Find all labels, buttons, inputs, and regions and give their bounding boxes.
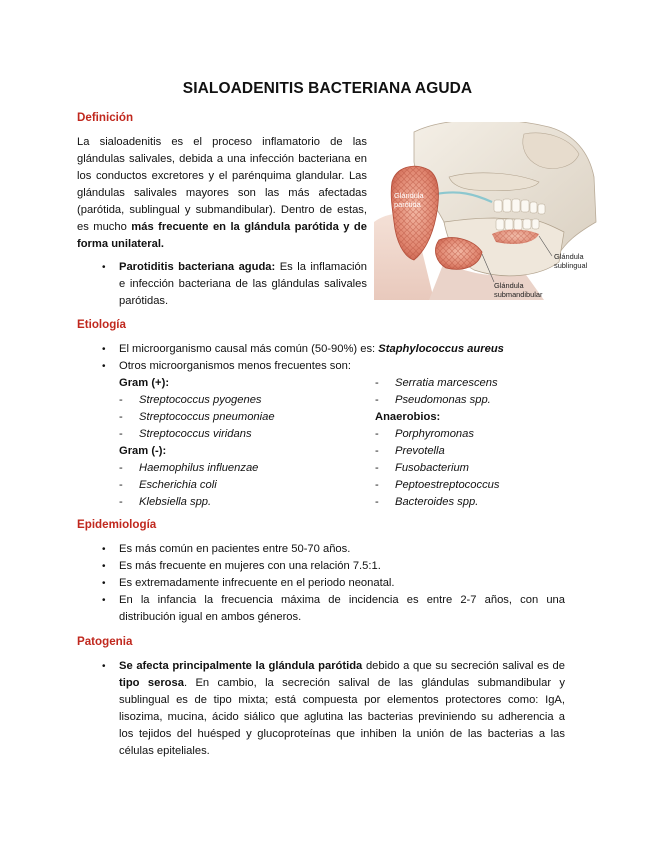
patogenia-line (119, 675, 565, 692)
bullet-symbol: • (102, 361, 106, 372)
definicion-line: La sialoadenitis es el proceso inflamatorio de las (77, 136, 367, 148)
patogenia-line (119, 658, 565, 675)
heading-etiologia: Etiología (77, 318, 126, 331)
bullet-symbol: • (102, 661, 106, 672)
organism-item: Serratia marcescens (395, 377, 498, 389)
label-line: parótida (394, 199, 421, 209)
organism-item: Klebsiella spp. (139, 496, 212, 508)
patogenia-bullet (119, 658, 565, 760)
label-glandula-submandibular (494, 282, 542, 299)
bullet-symbol: • (102, 595, 106, 606)
bullet-symbol: • (102, 544, 106, 555)
definicion-line (77, 219, 367, 236)
label-line: submandibular (494, 289, 543, 299)
bullet-symbol: • (102, 561, 106, 572)
dash: - (375, 479, 379, 491)
organism-item: Bacteroides spp. (395, 496, 479, 508)
label-glandula-sublingual (554, 253, 587, 270)
label-line: sublingual (554, 260, 588, 270)
patogenia-line: células epiteliales. (119, 745, 210, 757)
patogenia-text: . En cambio, la secreción salival de las glándulas submandibular y (183, 677, 566, 689)
patogenia-line: lisozima, mucina, ácido siálico que aglutina las bacterias previniendo su adherencia a (119, 711, 565, 723)
label-line: Glándula (394, 191, 424, 200)
dash: - (119, 496, 123, 508)
organism-item: Pseudomonas spp. (395, 394, 491, 406)
definicion-emphasis: más frecuente en la glándula parótida y de (131, 221, 367, 233)
dash: - (119, 462, 123, 474)
patogenia-emphasis: tipo serosa (119, 677, 184, 689)
organism-item: Prevotella (395, 445, 445, 457)
patogenia-emphasis: Se afecta principalmente la glándula parótida (119, 660, 363, 672)
organism-item: Streptococcus pyogenes (139, 394, 262, 406)
heading-definicion: Definición (77, 111, 134, 124)
bullet-symbol: • (102, 578, 106, 589)
definicion-line (77, 236, 367, 253)
organism-item: Haemophilus influenzae (139, 462, 259, 474)
label-line: Glándula (494, 281, 524, 290)
dash: - (119, 479, 123, 491)
etiologia-text: El microorganismo causal más común (50-90%) es: (119, 343, 379, 355)
bullet-parotiditis-text (119, 259, 367, 310)
patogenia-line: los tejidos del huésped y glucoproteínas que inhiben la unión de las bacterias a las (119, 728, 565, 740)
definicion-line: glándulas salivales mayores son las más afectadas (77, 187, 367, 199)
label-line: Glándula (554, 252, 584, 261)
gram-negative-label: Gram (-): (119, 445, 167, 457)
document-title: SIALOADENITIS BACTERIANA AGUDA (182, 80, 473, 97)
organism-item: Fusobacterium (395, 462, 469, 474)
label-glandula-parotida (394, 192, 424, 209)
epidemiologia-bullet: Es más común en pacientes entre 50-70 años. (119, 543, 351, 555)
dash: - (375, 377, 379, 389)
skull-salivary-glands-drawing (374, 122, 598, 300)
dash: - (119, 428, 123, 440)
bullet-symbol: • (102, 262, 106, 273)
definicion-line: (parótida, sublingual y submandibular). Dentro de estas, (77, 204, 367, 216)
epidemiologia-line: distribución igual en ambos géneros. (119, 611, 302, 623)
dash: - (375, 462, 379, 474)
anatomy-illustration (374, 122, 598, 300)
definicion-emphasis: forma unilateral. (77, 238, 165, 250)
organism-item: Streptococcus viridans (139, 428, 252, 440)
heading-patogenia: Patogenia (77, 635, 133, 648)
definicion-paragraph (77, 134, 367, 253)
bullet-symbol: • (102, 344, 106, 355)
organism-item: Escherichia coli (139, 479, 217, 491)
bullet-parotiditis-title: Parotiditis bacteriana aguda: (119, 261, 276, 273)
dash: - (375, 496, 379, 508)
organism-item: Peptoestreptococcus (395, 479, 500, 491)
patogenia-text: debido a que su secreción salival es de (362, 660, 565, 672)
bullet-parotiditis-line: parótidas. (119, 295, 169, 307)
dash: - (375, 445, 379, 457)
dash: - (375, 428, 379, 440)
bullet-parotiditis-line: Es la inflamación (275, 261, 367, 273)
definicion-line: los conductos excretores y el parénquima glandular. Las (77, 170, 367, 182)
organism-item: Streptococcus pneumoniae (139, 411, 275, 423)
anaerobios-label: Anaerobios: (375, 411, 441, 423)
organism-item: Porphyromonas (395, 428, 474, 440)
definicion-text: es mucho (77, 221, 132, 233)
organism-staphylococcus: Staphylococcus aureus (378, 343, 504, 355)
epidemiologia-bullet: Es extremadamente infrecuente en el periodo neonatal. (119, 577, 395, 589)
heading-epidemiologia: Epidemiología (77, 518, 157, 531)
dash: - (119, 394, 123, 406)
dash: - (375, 394, 379, 406)
etiologia-bullet-otros: Otros microorganismos menos frecuentes son: (119, 360, 351, 372)
epidemiologia-bullet: Es más frecuente en mujeres con una relación 7.5:1. (119, 560, 381, 572)
epidemiologia-line: En la infancia la frecuencia máxima de incidencia es entre 2-7 años, con una (119, 594, 565, 606)
bullet-parotiditis-line: e infección bacteriana de las glándulas salivales (119, 278, 367, 290)
gram-positive-label: Gram (+): (119, 377, 170, 389)
epidemiologia-bullet (119, 592, 565, 626)
patogenia-line: sublingual es de tipo mixta; está compuesta por elementos protectores como: IgA, (119, 694, 565, 706)
dash: - (119, 411, 123, 423)
etiologia-bullet-causal (119, 341, 504, 358)
definicion-line: glándulas salivales, debida a una infección bacteriana en (77, 153, 367, 165)
